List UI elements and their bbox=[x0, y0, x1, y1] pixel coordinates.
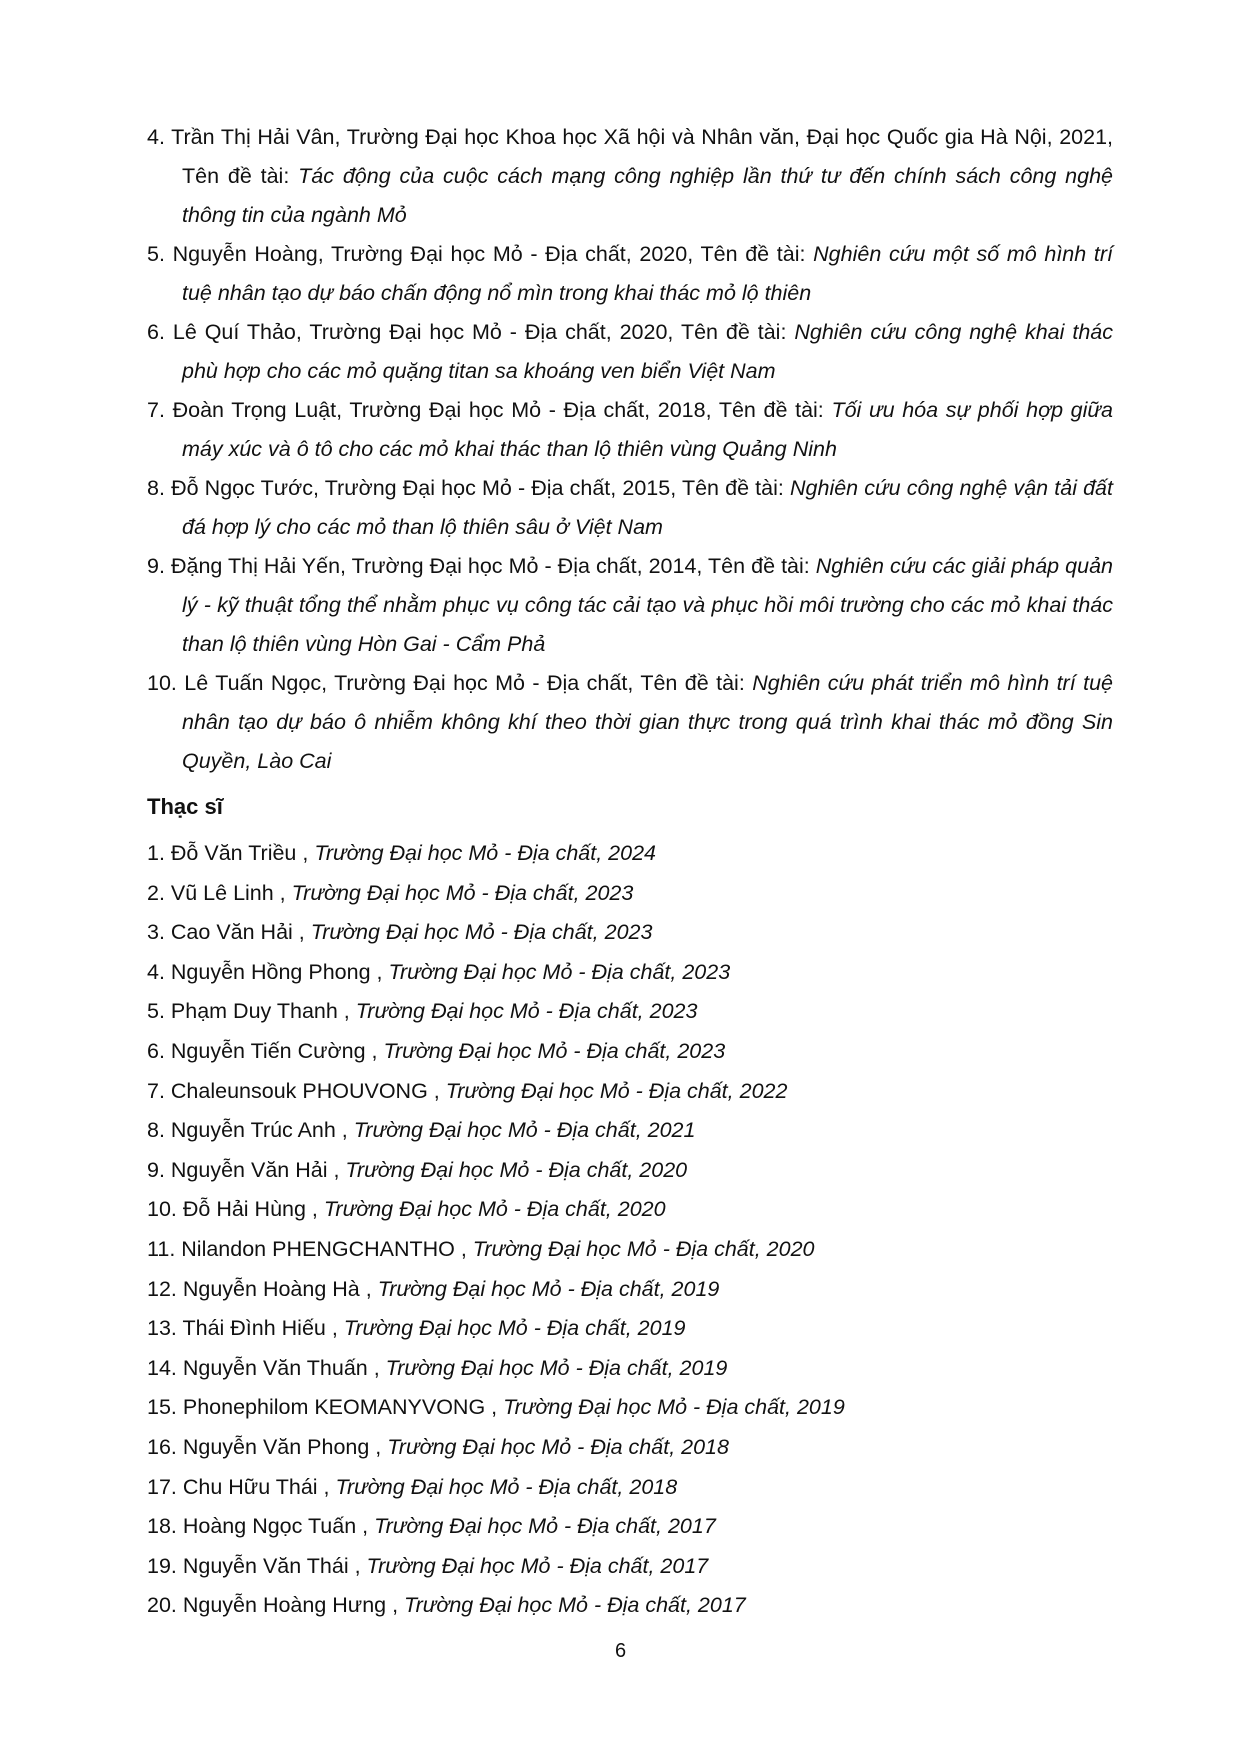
phd-entry-lead: 6. Lê Quí Thảo, Trường Đại học Mỏ - Địa chất, 2020, Tên đề tài: bbox=[147, 320, 795, 344]
masters-entry-name: 17. Chu Hữu Thái , bbox=[147, 1474, 336, 1499]
masters-entry-institution: Trường Đại học Mỏ - Địa chất, 2023 bbox=[383, 1038, 726, 1063]
masters-entry-institution: Trường Đại học Mỏ - Địa chất, 2019 bbox=[377, 1276, 720, 1301]
masters-entry-name: 3. Cao Văn Hải , bbox=[147, 920, 311, 945]
masters-entry-institution: Trường Đại học Mỏ - Địa chất, 2018 bbox=[387, 1434, 729, 1459]
phd-entry bbox=[147, 664, 1113, 781]
masters-entry-name: 14. Nguyễn Văn Thuấn , bbox=[147, 1355, 386, 1380]
masters-entry bbox=[147, 1111, 1113, 1151]
phd-supervision-list bbox=[147, 118, 1113, 781]
phd-entry bbox=[147, 391, 1113, 469]
phd-entry-lead: 8. Đỗ Ngọc Tước, Trường Đại học Mỏ - Địa chất, 2015, Tên đề tài: bbox=[147, 476, 790, 500]
masters-entry bbox=[147, 1388, 1113, 1428]
masters-entry bbox=[147, 1586, 1113, 1626]
masters-entry bbox=[147, 1032, 1113, 1072]
masters-entry-name: 4. Nguyễn Hồng Phong , bbox=[147, 959, 389, 984]
masters-entry bbox=[147, 1309, 1113, 1349]
masters-entry bbox=[147, 1547, 1113, 1587]
masters-entry-institution: Trường Đại học Mỏ - Địa chất, 2020 bbox=[472, 1236, 815, 1261]
masters-entry-institution: Trường Đại học Mỏ - Địa chất, 2020 bbox=[345, 1157, 688, 1182]
masters-entry-institution: Trường Đại học Mỏ - Địa chất, 2022 bbox=[445, 1078, 788, 1103]
masters-entry-institution: Trường Đại học Mỏ - Địa chất, 2023 bbox=[388, 959, 731, 984]
masters-entry-name: 12. Nguyễn Hoàng Hà , bbox=[147, 1276, 378, 1301]
masters-entry bbox=[147, 1349, 1113, 1389]
masters-entry-institution: Trường Đại học Mỏ - Địa chất, 2021 bbox=[353, 1118, 696, 1143]
masters-entry-institution: Trường Đại học Mỏ - Địa chất, 2023 bbox=[355, 999, 698, 1024]
masters-entry-name: 7. Chaleunsouk PHOUVONG , bbox=[147, 1078, 446, 1103]
phd-entry-title: Nghiên cứu công nghệ khai thác phù hợp cho các mỏ quặng titan sa khoáng ven biển Việt Nam bbox=[182, 320, 1113, 383]
masters-entry-institution: Trường Đại học Mỏ - Địa chất, 2017 bbox=[374, 1514, 716, 1539]
masters-entry-institution: Trường Đại học Mỏ - Địa chất, 2024 bbox=[314, 841, 657, 865]
masters-entry-name: 19. Nguyễn Văn Thái , bbox=[147, 1553, 367, 1578]
masters-entry-name: 1. Đỗ Văn Triều , bbox=[147, 841, 315, 865]
phd-entry-lead: 10. Lê Tuấn Ngọc, Trường Đại học Mỏ - Địa chất, Tên đề tài: bbox=[147, 671, 753, 695]
masters-entry-institution: Trường Đại học Mỏ - Địa chất, 2020 bbox=[323, 1197, 666, 1222]
phd-entry bbox=[147, 235, 1113, 313]
masters-entry bbox=[147, 992, 1113, 1032]
phd-entry bbox=[147, 313, 1113, 391]
masters-entry-name: 16. Nguyễn Văn Phong , bbox=[147, 1434, 388, 1459]
page-number: 6 bbox=[614, 1640, 627, 1662]
masters-entry bbox=[147, 834, 1113, 874]
phd-entry-title: Nghiên cứu phát triển mô hình trí tuệ nhân tạo dự báo ô nhiễm không khí theo thời gian thực trong quá trình khai thác mỏ đồng Sin Quyền, Lào Cai bbox=[182, 671, 1113, 773]
masters-entry-name: 2. Vũ Lê Linh , bbox=[147, 880, 292, 905]
masters-entry bbox=[147, 1428, 1113, 1468]
masters-entry-institution: Trường Đại học Mỏ - Địa chất, 2017 bbox=[366, 1553, 709, 1578]
masters-entry bbox=[147, 1468, 1113, 1508]
masters-entry-institution: Trường Đại học Mỏ - Địa chất, 2023 bbox=[291, 880, 634, 905]
phd-entry-title: Nghiên cứu một số mô hình trí tuệ nhân tạo dự báo chấn động nổ mìn trong khai thác mỏ lộ thiên bbox=[182, 242, 1113, 305]
phd-entry-lead: 9. Đặng Thị Hải Yến, Trường Đại học Mỏ - Địa chất, 2014, Tên đề tài: bbox=[147, 554, 816, 578]
masters-entry-institution: Trường Đại học Mỏ - Địa chất, 2023 bbox=[310, 920, 653, 945]
phd-entry-title: Nghiên cứu công nghệ vận tải đất đá hợp lý cho các mỏ than lộ thiên sâu ở Việt Nam bbox=[182, 476, 1113, 539]
masters-entry bbox=[147, 913, 1113, 953]
masters-entry bbox=[147, 1072, 1113, 1112]
phd-entry-lead: 5. Nguyễn Hoàng, Trường Đại học Mỏ - Địa chất, 2020, Tên đề tài: bbox=[147, 242, 814, 266]
phd-entry-lead: 7. Đoàn Trọng Luật, Trường Đại học Mỏ - Địa chất, 2018, Tên đề tài: bbox=[147, 398, 832, 422]
masters-entry-institution: Trường Đại học Mỏ - Địa chất, 2018 bbox=[335, 1474, 678, 1499]
masters-entry-institution: Trường Đại học Mỏ - Địa chất, 2019 bbox=[343, 1316, 686, 1341]
masters-entry-name: 20. Nguyễn Hoàng Hưng , bbox=[147, 1593, 405, 1618]
masters-entry-name: 13. Thái Đình Hiếu , bbox=[147, 1316, 344, 1341]
masters-entry-institution: Trường Đại học Mỏ - Địa chất, 2019 bbox=[385, 1355, 728, 1380]
masters-entry bbox=[147, 953, 1113, 993]
phd-entry bbox=[147, 547, 1113, 664]
phd-entry-title: Tối ưu hóa sự phối hợp giữa máy xúc và ô tô cho các mỏ khai thác than lộ thiên vùng Quảng Ninh bbox=[182, 398, 1113, 461]
masters-entry-name: 8. Nguyễn Trúc Anh , bbox=[147, 1118, 354, 1143]
phd-entry bbox=[147, 469, 1113, 547]
phd-entry-title: Tác động của cuộc cách mạng công nghiệp lần thứ tư đến chính sách công nghệ thông tin của ngành Mỏ bbox=[182, 164, 1113, 227]
masters-section-heading: Thạc sĩ bbox=[147, 794, 223, 819]
masters-entry-name: 5. Phạm Duy Thanh , bbox=[147, 999, 356, 1024]
masters-entry bbox=[147, 1507, 1113, 1547]
masters-entry-name: 18. Hoàng Ngọc Tuấn , bbox=[147, 1514, 375, 1539]
masters-entry bbox=[147, 874, 1113, 914]
masters-entry-name: 10. Đỗ Hải Hùng , bbox=[147, 1197, 324, 1222]
phd-entry bbox=[147, 118, 1113, 235]
phd-entry-title: Nghiên cứu các giải pháp quản lý - kỹ thuật tổng thể nhằm phục vụ công tác cải tạo và phục hồi môi trường cho các mỏ khai thác than lộ thiên vùng Hòn Gai - Cẩm Phả bbox=[182, 554, 1113, 656]
masters-supervision-list bbox=[147, 834, 1113, 1626]
masters-entry-name: 11. Nilandon PHENGCHANTHO , bbox=[147, 1236, 473, 1261]
masters-entry-name: 15. Phonephilom KEOMANYVONG , bbox=[147, 1395, 504, 1420]
masters-entry-institution: Trường Đại học Mỏ - Địa chất, 2019 bbox=[503, 1395, 845, 1420]
masters-entry bbox=[147, 1270, 1113, 1310]
masters-entry bbox=[147, 1190, 1113, 1230]
masters-entry-name: 9. Nguyễn Văn Hải , bbox=[147, 1157, 346, 1182]
phd-entry-lead: 4. Trần Thị Hải Vân, Trường Đại học Khoa học Xã hội và Nhân văn, Đại học Quốc gia Hà Nội, 2021, Tên đề tài: bbox=[147, 125, 1113, 188]
masters-entry-name: 6. Nguyễn Tiến Cường , bbox=[147, 1038, 384, 1063]
masters-entry-institution: Trường Đại học Mỏ - Địa chất, 2017 bbox=[404, 1593, 746, 1618]
masters-entry bbox=[147, 1230, 1113, 1270]
masters-entry bbox=[147, 1151, 1113, 1191]
